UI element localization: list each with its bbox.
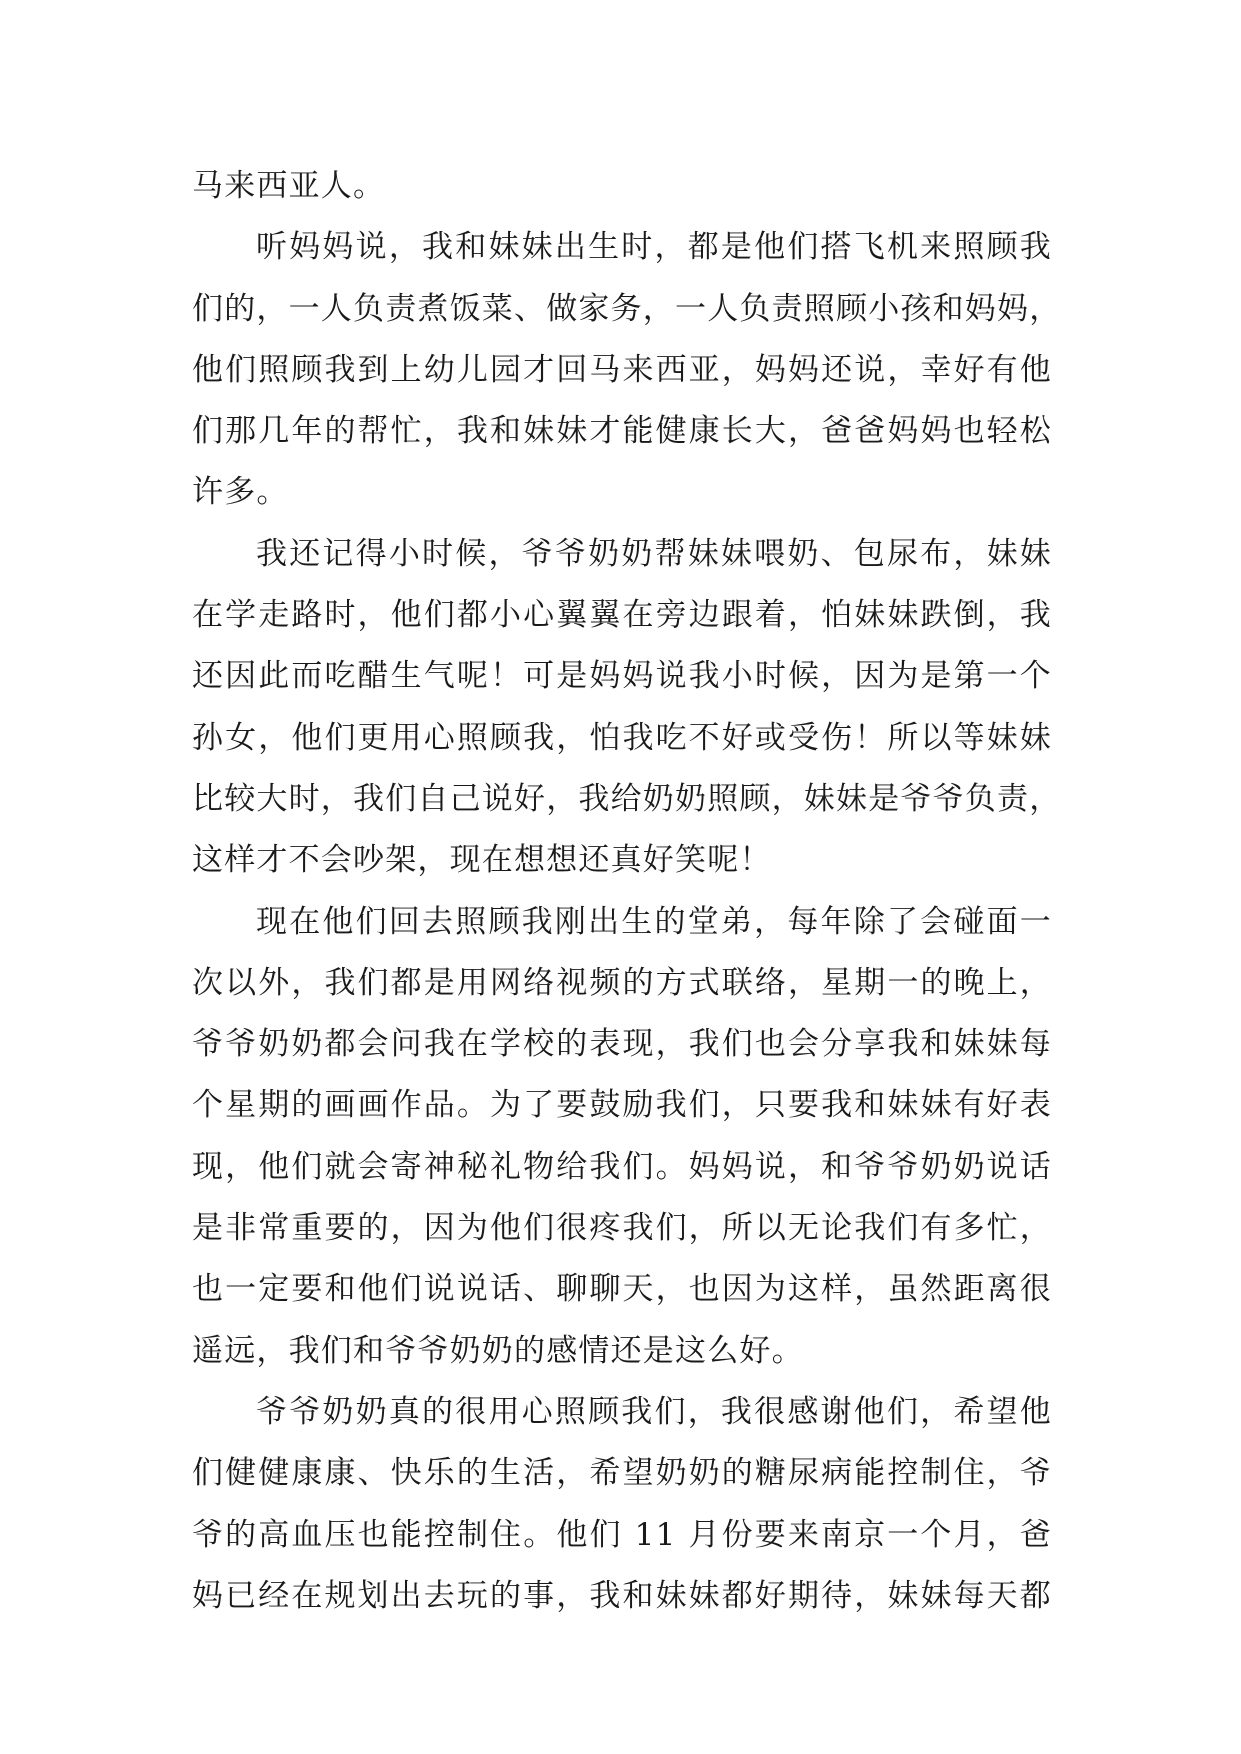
text-line: 许多。 bbox=[192, 474, 289, 511]
text-line: 他们照顾我到上幼儿园才回马来西亚，妈妈还说，幸好有他 bbox=[192, 351, 1052, 388]
paragraph bbox=[192, 1382, 1052, 1627]
text-line: 现，他们就会寄神秘礼物给我们。妈妈说，和爷爷奶奶说话 bbox=[192, 1148, 1052, 1185]
text-line: 爷的高血压也能控制住。他们 11 月份要来南京一个月，爸 bbox=[192, 1516, 1052, 1553]
text-line: 个星期的画画作品。为了要鼓励我们，只要我和妹妹有好表 bbox=[192, 1087, 1052, 1124]
text-line: 是非常重要的，因为他们很疼我们，所以无论我们有多忙， bbox=[192, 1210, 1052, 1247]
text-line: 比较大时，我们自己说好，我给奶奶照顾，妹妹是爷爷负责， bbox=[192, 780, 1062, 817]
text-line: 遥远，我们和爷爷奶奶的感情还是这么好。 bbox=[192, 1332, 804, 1369]
text-line: 还因此而吃醋生气呢！可是妈妈说我小时候，因为是第一个 bbox=[192, 658, 1052, 695]
text-line: 爷爷奶奶真的很用心照顾我们，我很感谢他们，希望他 bbox=[256, 1393, 1052, 1430]
text-line: 我还记得小时候，爷爷奶奶帮妹妹喂奶、包尿布，妹妹 bbox=[256, 535, 1052, 572]
text-line: 爷爷奶奶都会问我在学校的表现，我们也会分享我和妹妹每 bbox=[192, 1026, 1052, 1063]
text-line: 听妈妈说，我和妹妹出生时，都是他们搭飞机来照顾我 bbox=[256, 229, 1052, 266]
text-line: 马来西亚人。 bbox=[192, 168, 386, 204]
text-line: 妈已经在规划出去玩的事，我和妹妹都好期待，妹妹每天都 bbox=[192, 1577, 1052, 1614]
text-line: 这样才不会吵架，现在想想还真好笑呢！ bbox=[192, 842, 772, 879]
paragraph bbox=[192, 892, 1052, 1382]
text-line: 在学走路时，他们都小心翼翼在旁边跟着，怕妹妹跌倒，我 bbox=[192, 597, 1052, 634]
text-line: 次以外，我们都是用网络视频的方式联络，星期一的晚上， bbox=[192, 964, 1052, 1001]
text-line: 们那几年的帮忙，我和妹妹才能健康长大，爸爸妈妈也轻松 bbox=[192, 413, 1052, 450]
text-line: 孙女，他们更用心照顾我，怕我吃不好或受伤！所以等妹妹 bbox=[192, 719, 1052, 756]
text-line: 们的，一人负责煮饭菜、做家务，一人负责照顾小孩和妈妈， bbox=[192, 290, 1062, 327]
text-line: 们健健康康、快乐的生活，希望奶奶的糖尿病能控制住，爷 bbox=[192, 1455, 1052, 1492]
text-line: 也一定要和他们说说话、聊聊天，也因为这样，虽然距离很 bbox=[192, 1271, 1052, 1308]
paragraph bbox=[192, 156, 1052, 217]
paragraph bbox=[192, 524, 1062, 892]
paragraph bbox=[192, 217, 1062, 523]
body-text bbox=[192, 156, 1062, 1627]
text-line: 现在他们回去照顾我刚出生的堂弟，每年除了会碰面一 bbox=[256, 903, 1052, 940]
